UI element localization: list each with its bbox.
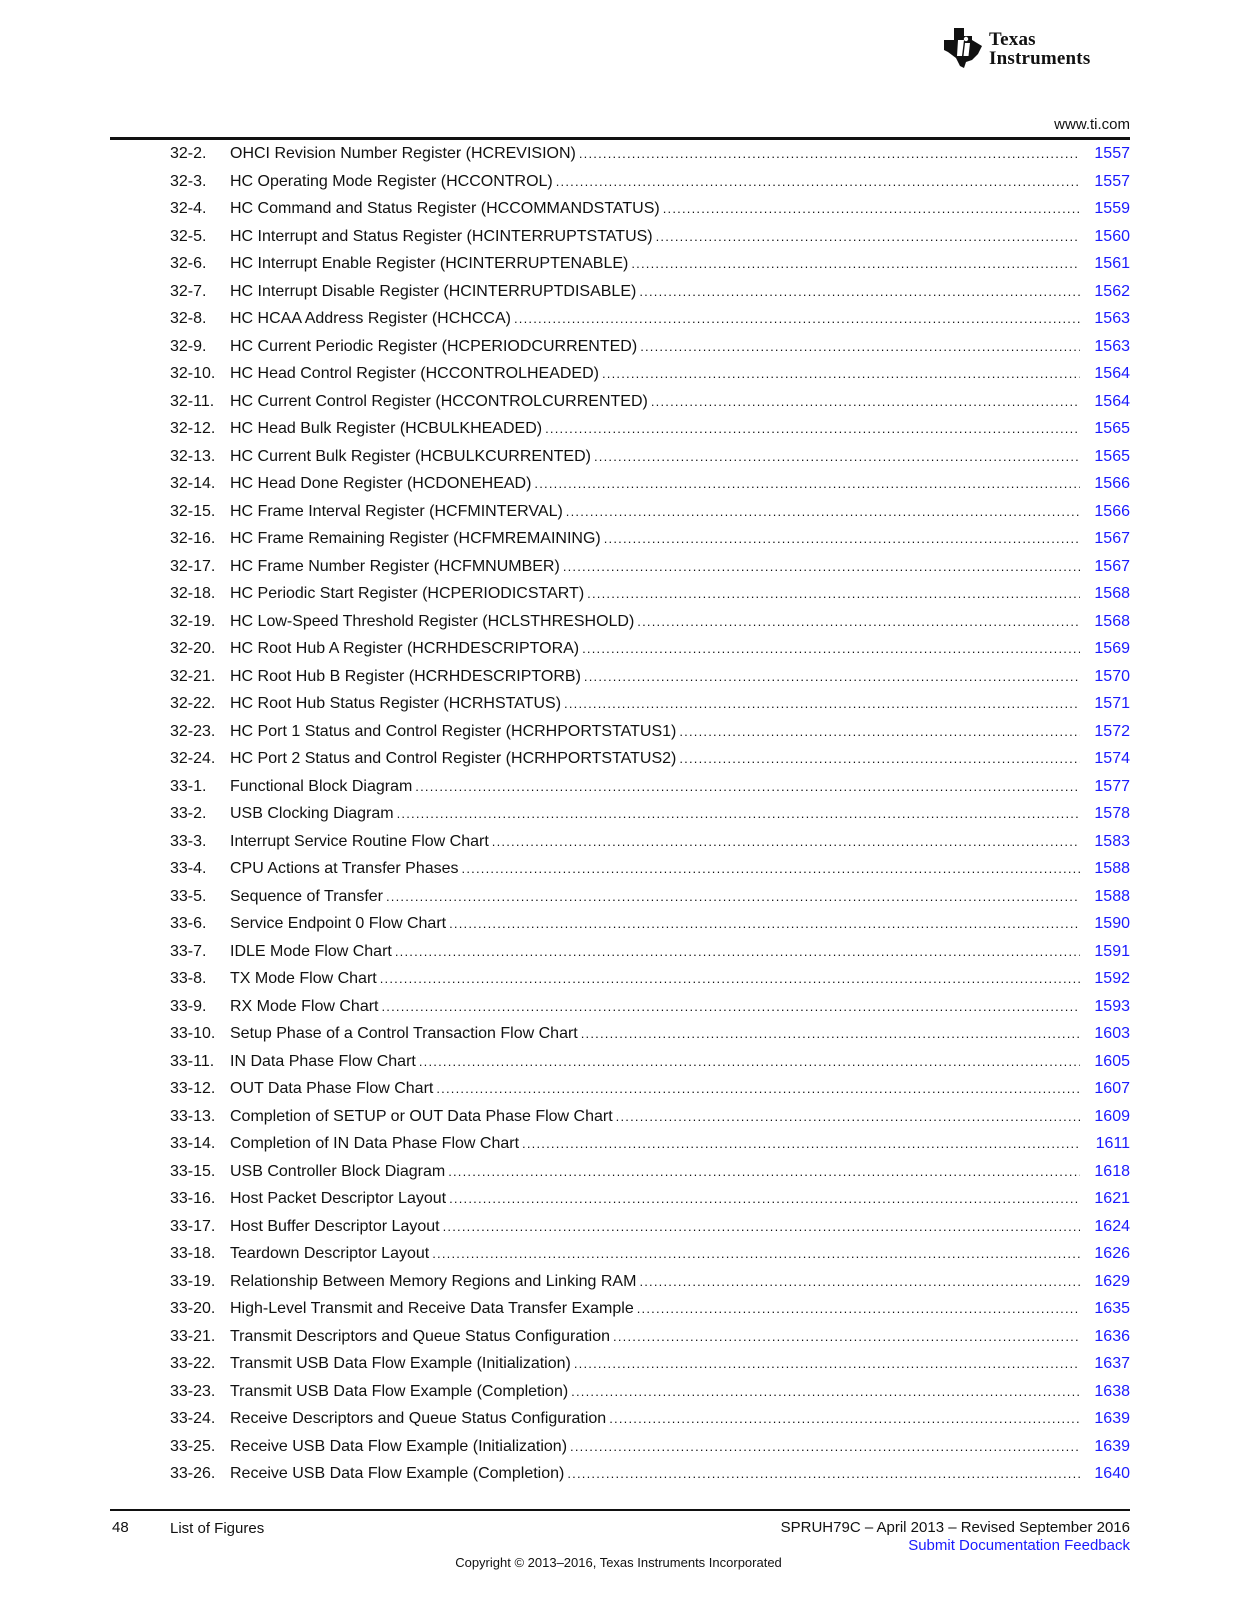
dot-leader [656, 229, 1080, 244]
figure-title: High-Level Transmit and Receive Data Transfer Example [230, 1300, 634, 1317]
figure-entry[interactable] [170, 1245, 1130, 1273]
dot-leader [631, 256, 1080, 271]
figure-entry[interactable] [170, 448, 1130, 476]
figure-title: HC Interrupt and Status Register (HCINTERRUPTSTATUS) [230, 227, 653, 245]
page-link[interactable]: 1609 [1094, 1107, 1130, 1125]
figure-number: 32-22. [170, 695, 216, 712]
page-link[interactable]: 1590 [1094, 915, 1130, 932]
figure-title: HC Root Hub B Register (HCRHDESCRIPTORB) [230, 667, 581, 685]
figure-title: Transmit USB Data Flow Example (Initialization) [230, 1355, 571, 1372]
figure-number: 33-3. [170, 832, 207, 850]
figure-number: 32-2. [170, 145, 207, 162]
figure-number: 33-21. [170, 1327, 216, 1345]
figure-entry[interactable] [170, 1273, 1130, 1301]
dot-leader [640, 339, 1080, 354]
figure-title: HC Port 1 Status and Control Register (HCRHPORTSTATUS1) [230, 722, 677, 740]
dot-leader [566, 504, 1080, 519]
page-link[interactable]: 1583 [1094, 832, 1130, 850]
figure-entry[interactable] [170, 750, 1130, 778]
dot-leader [534, 476, 1080, 491]
dot-leader [637, 1301, 1080, 1316]
figure-title: HC Head Done Register (HCDONEHEAD) [230, 475, 532, 492]
figure-number: 32-12. [170, 420, 216, 437]
logo-line1: Texas [989, 29, 1036, 50]
figure-number: 32-21. [170, 667, 216, 685]
page-link[interactable]: 1618 [1094, 1162, 1130, 1180]
figure-entry[interactable] [170, 145, 1130, 173]
page-link[interactable]: 1626 [1094, 1245, 1130, 1262]
figure-entry[interactable] [170, 1025, 1130, 1053]
dot-leader [449, 916, 1080, 931]
dot-leader [563, 559, 1080, 574]
page-link[interactable]: 1607 [1094, 1080, 1130, 1097]
figure-title: HC Port 2 Status and Control Register (HCRHPORTSTATUS2) [230, 750, 677, 767]
page-link[interactable]: 1569 [1094, 640, 1130, 657]
figure-title: Service Endpoint 0 Flow Chart [230, 915, 447, 932]
page-link[interactable]: 1562 [1094, 282, 1130, 300]
figure-number: 33-9. [170, 997, 207, 1015]
figure-title: Sequence of Transfer [230, 887, 383, 905]
figure-title: Interrupt Service Routine Flow Chart [230, 832, 489, 850]
dot-leader [462, 861, 1080, 876]
figure-number: 33-1. [170, 777, 207, 795]
dot-leader [564, 696, 1080, 711]
figure-number: 32-17. [170, 557, 216, 575]
figure-title: RX Mode Flow Chart [230, 997, 379, 1015]
figure-entry[interactable] [170, 1438, 1130, 1466]
dot-leader [679, 751, 1080, 766]
figure-title: HC Periodic Start Register (HCPERIODICSTART) [230, 585, 585, 602]
page-link[interactable]: 1635 [1094, 1300, 1130, 1317]
page-link[interactable]: 1560 [1094, 227, 1130, 245]
figure-number: 32-6. [170, 255, 207, 272]
figure-number: 33-25. [170, 1437, 216, 1455]
dot-leader [382, 999, 1081, 1014]
figure-entry[interactable] [170, 393, 1130, 421]
dot-leader [514, 311, 1080, 326]
figure-entry[interactable] [170, 1190, 1130, 1218]
header-divider [110, 137, 1130, 140]
figure-number: 32-23. [170, 722, 216, 740]
figure-entry[interactable] [170, 475, 1130, 503]
page-link[interactable]: 1564 [1094, 365, 1130, 382]
dot-leader [567, 1466, 1080, 1481]
page-link[interactable]: 1603 [1094, 1025, 1130, 1042]
figure-entry[interactable] [170, 1135, 1130, 1163]
figure-title: Host Buffer Descriptor Layout [230, 1217, 440, 1235]
page-link[interactable]: 1557 [1094, 145, 1130, 162]
figure-entry[interactable] [170, 1163, 1130, 1191]
dot-leader [616, 1109, 1080, 1124]
figure-title: OUT Data Phase Flow Chart [230, 1080, 434, 1097]
figure-title: HC Current Periodic Register (HCPERIODCURRENTED) [230, 337, 638, 355]
document-id: SPRUH79C – April 2013 – Revised September 2016 [780, 1519, 1130, 1536]
page-link[interactable]: 1574 [1094, 750, 1130, 767]
page-link[interactable]: 1638 [1094, 1382, 1130, 1400]
figure-number: 33-14. [170, 1135, 216, 1152]
figure-title: Completion of IN Data Phase Flow Chart [230, 1135, 520, 1152]
figure-title: HC Current Bulk Register (HCBULKCURRENTED) [230, 447, 591, 465]
figure-number: 32-7. [170, 282, 207, 300]
figure-title: HC Frame Interval Register (HCFMINTERVAL) [230, 502, 563, 520]
page-link[interactable]: 1565 [1094, 447, 1130, 465]
figure-entry[interactable] [170, 1053, 1130, 1081]
figure-number: 33-16. [170, 1190, 216, 1207]
dot-leader [415, 779, 1080, 794]
figure-entry[interactable] [170, 695, 1130, 723]
figure-title: HC Interrupt Enable Register (HCINTERRUPTENABLE) [230, 255, 629, 272]
figure-number: 33-8. [170, 970, 207, 987]
figure-entry[interactable] [170, 915, 1130, 943]
dot-leader [419, 1054, 1080, 1069]
figure-number: 33-26. [170, 1465, 216, 1482]
figure-number: 32-3. [170, 172, 207, 190]
page-link[interactable]: 1564 [1094, 392, 1130, 410]
figure-number: 33-5. [170, 887, 207, 905]
dot-leader [443, 1219, 1080, 1234]
figure-title: HC Interrupt Disable Register (HCINTERRUPTDISABLE) [230, 282, 637, 300]
figure-title: HC Current Control Register (HCCONTROLCURRENTED) [230, 392, 648, 410]
ti-logo [942, 26, 1132, 74]
dot-leader [570, 1439, 1080, 1454]
page-link[interactable]: 1566 [1094, 475, 1130, 492]
page-link[interactable]: 1605 [1094, 1052, 1130, 1070]
figure-title: CPU Actions at Transfer Phases [230, 860, 459, 877]
figure-number: 33-18. [170, 1245, 216, 1262]
page-link[interactable]: 1561 [1094, 255, 1130, 272]
figure-number: 32-16. [170, 530, 216, 547]
figure-title: Completion of SETUP or OUT Data Phase Flow Chart [230, 1107, 613, 1125]
figure-entry[interactable] [170, 558, 1130, 586]
page-link[interactable]: 1567 [1094, 557, 1130, 575]
figure-entry[interactable] [170, 1328, 1130, 1356]
figure-entry[interactable] [170, 1410, 1130, 1438]
figure-title: USB Clocking Diagram [230, 805, 394, 822]
dot-leader [432, 1246, 1080, 1261]
page-link[interactable]: 1640 [1094, 1465, 1130, 1482]
page-link[interactable]: 1563 [1094, 337, 1130, 355]
copyright: Copyright © 2013–2016, Texas Instruments Incorporated [455, 1555, 782, 1570]
figure-title: HC Operating Mode Register (HCCONTROL) [230, 172, 553, 190]
dot-leader [594, 449, 1080, 464]
dot-leader [587, 586, 1080, 601]
figure-number: 32-20. [170, 640, 216, 657]
figure-number: 33-11. [170, 1052, 215, 1070]
page-link[interactable]: 1557 [1094, 172, 1130, 190]
figure-entry[interactable] [170, 1218, 1130, 1246]
figure-title: HC Head Bulk Register (HCBULKHEADED) [230, 420, 543, 437]
figure-entry[interactable] [170, 338, 1130, 366]
figure-number: 33-7. [170, 942, 207, 960]
figure-number: 32-13. [170, 447, 216, 465]
texas-state-ti-logo-icon [942, 26, 984, 70]
page-link[interactable]: 1593 [1094, 997, 1130, 1015]
figure-title: Host Packet Descriptor Layout [230, 1190, 447, 1207]
page-link[interactable]: 1588 [1094, 887, 1130, 905]
dot-leader [556, 174, 1080, 189]
page-link[interactable]: 1571 [1094, 695, 1130, 712]
page-link[interactable]: 1629 [1094, 1272, 1130, 1290]
figure-number: 33-4. [170, 860, 207, 877]
page-link[interactable]: 1592 [1094, 970, 1130, 987]
figure-number: 32-8. [170, 310, 207, 327]
figure-title: HC Head Control Register (HCCONTROLHEADED) [230, 365, 599, 382]
figure-entry[interactable] [170, 998, 1130, 1026]
page-number: 48 [112, 1519, 129, 1536]
figure-number: 33-12. [170, 1080, 216, 1097]
figure-title: HC Frame Number Register (HCFMNUMBER) [230, 557, 560, 575]
figure-number: 32-4. [170, 200, 207, 217]
page-link[interactable]: 1591 [1094, 942, 1130, 960]
dot-leader [436, 1081, 1080, 1096]
dot-leader [579, 146, 1080, 161]
dot-leader [609, 1411, 1080, 1426]
figure-title: Functional Block Diagram [230, 777, 413, 795]
figure-number: 33-15. [170, 1162, 216, 1180]
dot-leader [397, 806, 1080, 821]
figure-entry[interactable] [170, 503, 1130, 531]
figure-entry[interactable] [170, 970, 1130, 998]
figure-entry[interactable] [170, 310, 1130, 338]
dot-leader [604, 531, 1080, 546]
dot-leader [663, 201, 1080, 216]
figure-entry[interactable] [170, 255, 1130, 283]
figure-number: 33-6. [170, 915, 207, 932]
figure-number: 33-20. [170, 1300, 216, 1317]
figure-entry[interactable] [170, 1355, 1130, 1383]
section-name: List of Figures [170, 1520, 265, 1537]
figure-number: 32-19. [170, 612, 216, 630]
figure-number: 32-24. [170, 750, 216, 767]
figure-title: IDLE Mode Flow Chart [230, 942, 392, 960]
figure-title: HC Frame Remaining Register (HCFMREMAINING) [230, 530, 601, 547]
figure-entry[interactable] [170, 228, 1130, 256]
figure-entry[interactable] [170, 860, 1130, 888]
figure-number: 32-9. [170, 337, 207, 355]
dot-leader [522, 1136, 1080, 1151]
figure-number: 33-24. [170, 1410, 216, 1427]
dot-leader [639, 1274, 1080, 1289]
dot-leader [545, 421, 1080, 436]
dot-leader [639, 284, 1080, 299]
figure-title: Receive Descriptors and Queue Status Configuration [230, 1410, 607, 1427]
page-link[interactable]: 1624 [1094, 1217, 1130, 1235]
figure-entry[interactable] [170, 1080, 1130, 1108]
figure-number: 33-17. [170, 1217, 216, 1235]
figure-number: 32-5. [170, 227, 207, 245]
dot-leader [637, 614, 1080, 629]
page-link[interactable]: 1578 [1094, 805, 1130, 822]
dot-leader [449, 1191, 1080, 1206]
figure-title: Transmit USB Data Flow Example (Completion) [230, 1382, 569, 1400]
figure-list [170, 145, 1130, 1493]
figure-entry[interactable] [170, 173, 1130, 201]
dot-leader [584, 669, 1080, 684]
figure-number: 32-15. [170, 502, 216, 520]
page-link[interactable]: 1639 [1094, 1437, 1130, 1455]
figure-number: 33-2. [170, 805, 207, 822]
figure-entry[interactable] [170, 943, 1130, 971]
dot-leader [582, 641, 1080, 656]
dot-leader [574, 1356, 1080, 1371]
figure-title: Receive USB Data Flow Example (Completion) [230, 1465, 565, 1482]
figure-number: 32-18. [170, 585, 216, 602]
figure-number: 32-11. [170, 392, 215, 410]
figure-title: TX Mode Flow Chart [230, 970, 377, 987]
figure-number: 33-23. [170, 1382, 216, 1400]
figure-entry[interactable] [170, 833, 1130, 861]
figure-title: HC Command and Status Register (HCCOMMANDSTATUS) [230, 200, 660, 217]
page-link[interactable]: 1637 [1094, 1355, 1130, 1372]
figure-entry[interactable] [170, 1383, 1130, 1411]
page-link[interactable]: 1566 [1094, 502, 1130, 520]
page-link[interactable]: 1636 [1094, 1327, 1130, 1345]
dot-leader [386, 889, 1080, 904]
figure-title: USB Controller Block Diagram [230, 1162, 446, 1180]
figure-title: HC HCAA Address Register (HCHCCA) [230, 310, 511, 327]
figure-entry[interactable] [170, 365, 1130, 393]
figure-title: OHCI Revision Number Register (HCREVISION) [230, 145, 576, 162]
figure-number: 33-19. [170, 1272, 216, 1290]
logo-wordmark [989, 30, 1090, 68]
dot-leader [581, 1026, 1080, 1041]
figure-title: Transmit Descriptors and Queue Status Configuration [230, 1327, 611, 1345]
figure-entry[interactable] [170, 723, 1130, 751]
page-link[interactable]: 1570 [1094, 667, 1130, 685]
page-link[interactable]: 1568 [1094, 585, 1130, 602]
submit-feedback-link[interactable]: Submit Documentation Feedback [908, 1537, 1130, 1554]
figure-number: 33-13. [170, 1107, 216, 1125]
figure-entry[interactable] [170, 640, 1130, 668]
figure-number: 33-10. [170, 1025, 216, 1042]
figure-entry[interactable] [170, 805, 1130, 833]
footer-divider [110, 1509, 1130, 1511]
dot-leader [395, 944, 1080, 959]
dot-leader [380, 971, 1080, 986]
site-url[interactable]: www.ti.com [1054, 116, 1130, 133]
figure-entry[interactable] [170, 585, 1130, 613]
dot-leader [613, 1329, 1080, 1344]
dot-leader [571, 1384, 1080, 1399]
page-link[interactable]: 1559 [1094, 200, 1130, 217]
figure-entry[interactable] [170, 778, 1130, 806]
figure-title: Receive USB Data Flow Example (Initialization) [230, 1437, 568, 1455]
figure-number: 32-10. [170, 365, 216, 382]
page-link[interactable]: 1621 [1094, 1190, 1130, 1207]
figure-title: HC Root Hub Status Register (HCRHSTATUS) [230, 695, 562, 712]
figure-title: IN Data Phase Flow Chart [230, 1052, 416, 1070]
figure-entry[interactable] [170, 668, 1130, 696]
figure-title: HC Root Hub A Register (HCRHDESCRIPTORA) [230, 640, 580, 657]
figure-entry[interactable] [170, 888, 1130, 916]
figure-entry[interactable] [170, 200, 1130, 228]
figure-number: 32-14. [170, 475, 216, 492]
figure-title: Relationship Between Memory Regions and Linking RAM [230, 1272, 637, 1290]
figure-title: HC Low-Speed Threshold Register (HCLSTHRESHOLD) [230, 612, 635, 630]
page-link[interactable]: 1565 [1094, 420, 1130, 437]
page-link[interactable]: 1588 [1094, 860, 1130, 877]
dot-leader [602, 366, 1080, 381]
dot-leader [679, 724, 1080, 739]
page-link[interactable]: 1611 [1095, 1135, 1130, 1152]
figure-entry[interactable] [170, 283, 1130, 311]
page-link[interactable]: 1567 [1094, 530, 1130, 547]
page-link[interactable]: 1568 [1094, 612, 1130, 630]
figure-entry[interactable] [170, 1300, 1130, 1328]
page-link[interactable]: 1563 [1094, 310, 1130, 327]
page-link[interactable]: 1572 [1094, 722, 1130, 740]
dot-leader [492, 834, 1080, 849]
figure-title: Setup Phase of a Control Transaction Flow Chart [230, 1025, 578, 1042]
page-link[interactable]: 1577 [1094, 777, 1130, 795]
figure-title: Teardown Descriptor Layout [230, 1245, 430, 1262]
figure-entry[interactable] [170, 1465, 1130, 1493]
figure-entry[interactable] [170, 420, 1130, 448]
logo-line2: Instruments [989, 48, 1091, 69]
dot-leader [651, 394, 1080, 409]
figure-entry[interactable] [170, 1108, 1130, 1136]
dot-leader [448, 1164, 1080, 1179]
figure-entry[interactable] [170, 530, 1130, 558]
figure-number: 33-22. [170, 1355, 216, 1372]
figure-entry[interactable] [170, 613, 1130, 641]
page-link[interactable]: 1639 [1094, 1410, 1130, 1427]
